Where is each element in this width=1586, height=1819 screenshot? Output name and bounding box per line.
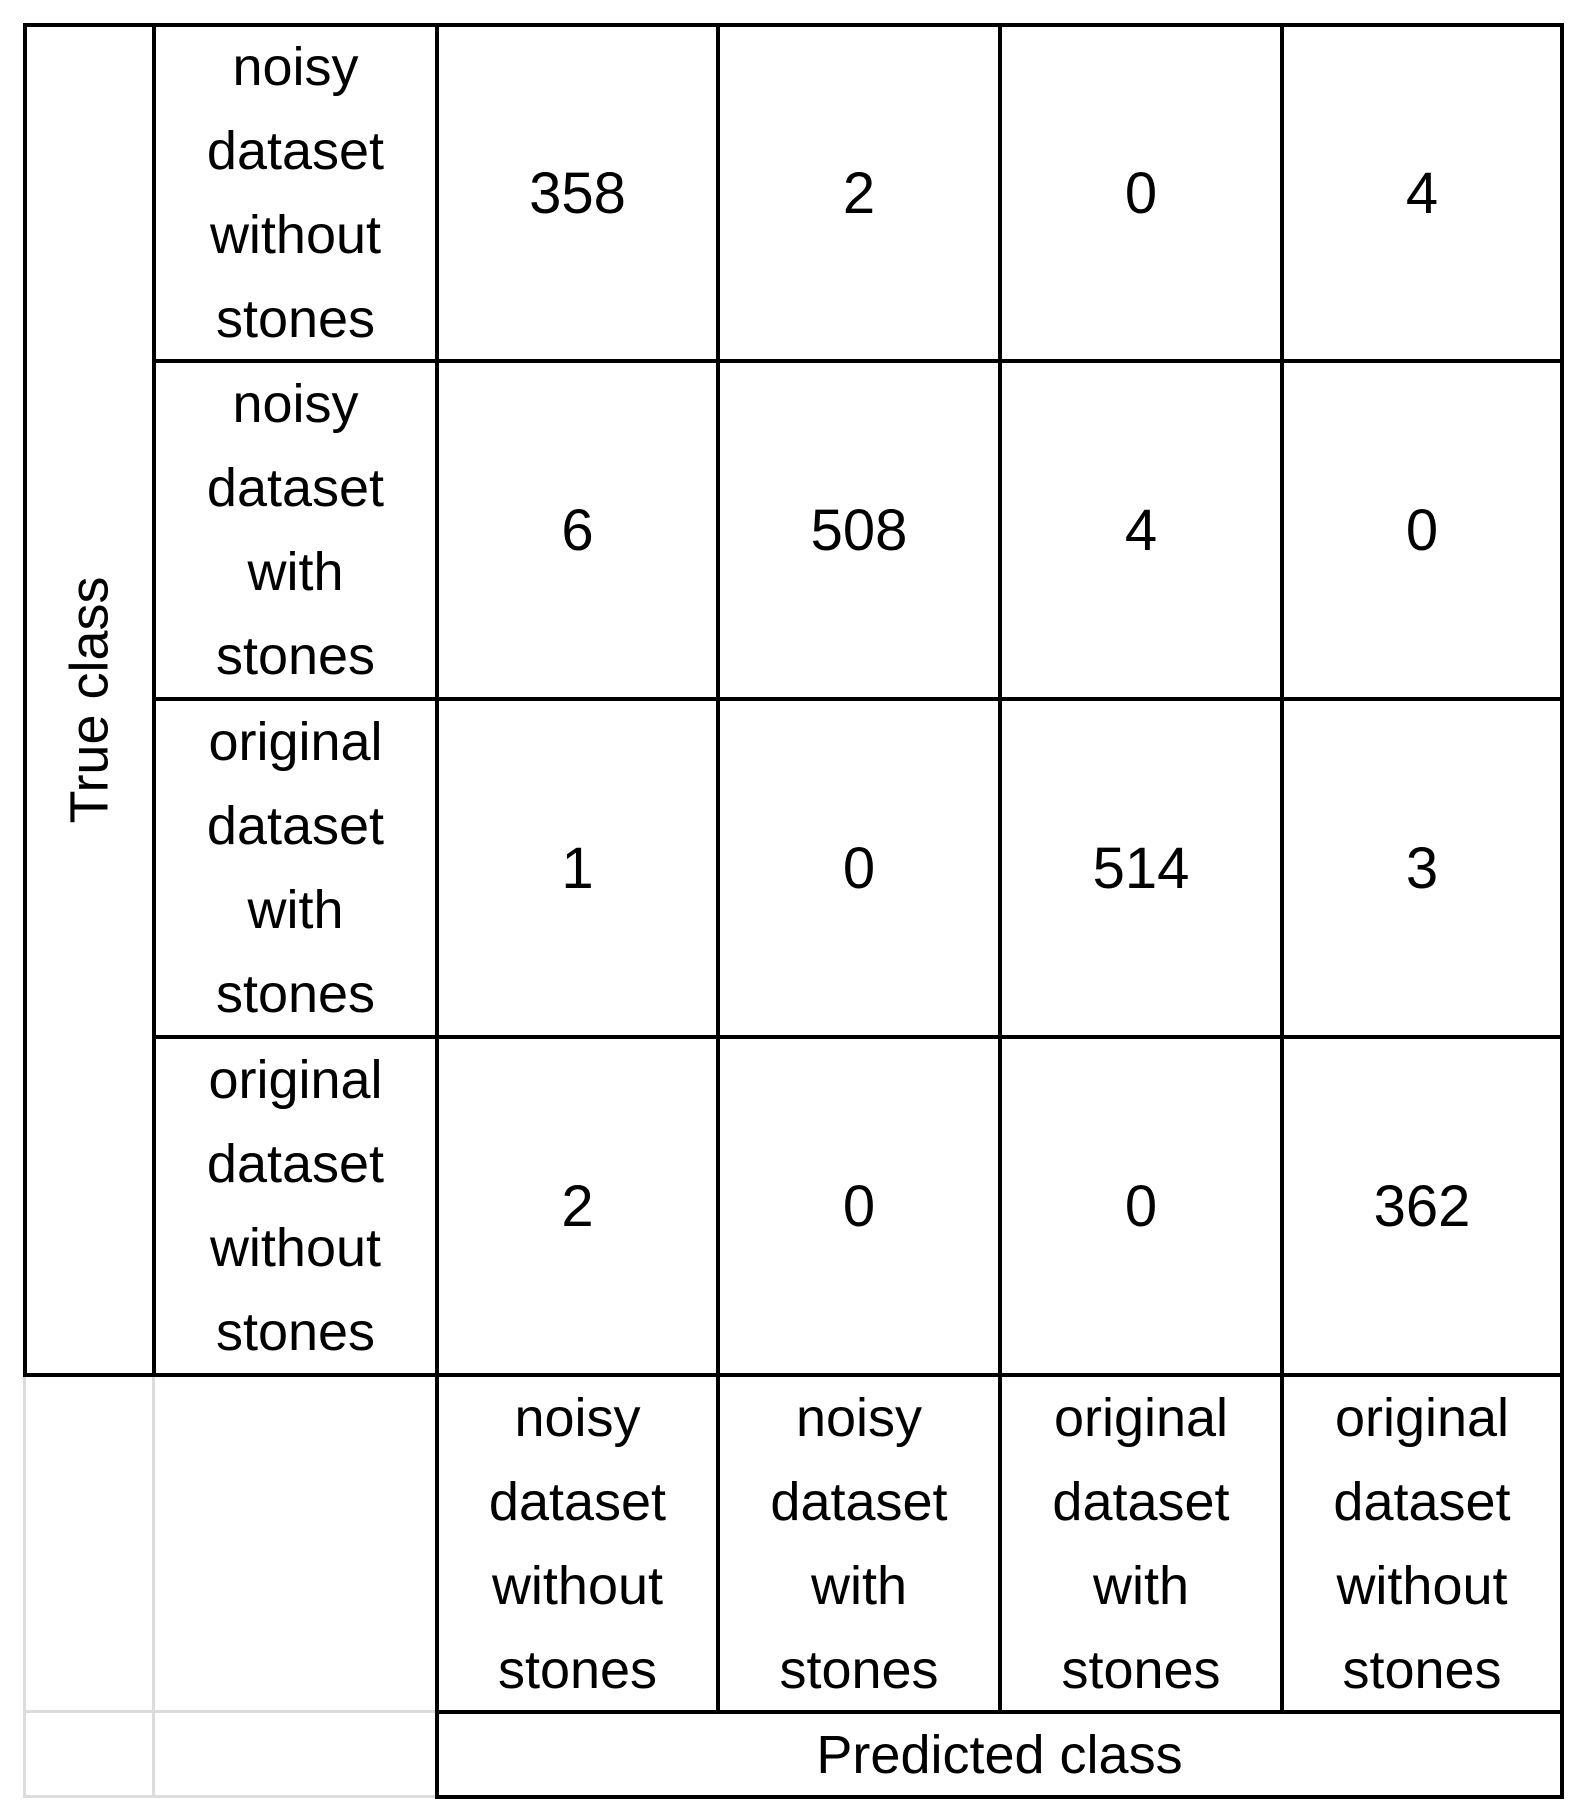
matrix-cell xyxy=(1002,363,1280,697)
row-label-cell xyxy=(156,363,435,697)
matrix-cell xyxy=(1284,1039,1560,1373)
faint-gridline xyxy=(152,1373,155,1798)
matrix-cell xyxy=(1284,701,1560,1035)
border-bottom xyxy=(435,1795,1564,1799)
x-axis-label-cell xyxy=(439,1714,1560,1795)
row-label: noisy dataset with stones xyxy=(206,374,385,686)
matrix-cell xyxy=(1284,27,1560,359)
matrix-cell xyxy=(1002,27,1280,359)
row-label: noisy dataset without stones xyxy=(206,37,385,349)
matrix-value: 0 xyxy=(842,835,876,901)
column-label: original dataset with stones xyxy=(1052,1387,1230,1700)
x-axis-label: Predicted class xyxy=(816,1724,1183,1785)
border-right xyxy=(1560,23,1564,1799)
column-label-cell xyxy=(439,1377,716,1710)
matrix-value: 3 xyxy=(1405,835,1439,901)
matrix-cell xyxy=(720,1039,998,1373)
matrix-cell xyxy=(1002,701,1280,1035)
column-label-cell xyxy=(720,1377,998,1710)
faint-gridline xyxy=(23,1373,26,1798)
matrix-value: 0 xyxy=(1405,497,1439,563)
matrix-value: 6 xyxy=(561,497,594,563)
row-label: original dataset with stones xyxy=(206,712,385,1024)
column-label: noisy dataset with stones xyxy=(770,1387,948,1700)
matrix-value: 2 xyxy=(561,1173,594,1239)
matrix-value: 0 xyxy=(842,1173,876,1239)
matrix-value: 1 xyxy=(561,835,594,901)
matrix-value: 508 xyxy=(810,497,908,563)
column-label: original dataset without stones xyxy=(1333,1387,1511,1700)
matrix-cell xyxy=(439,1039,716,1373)
faint-gridline xyxy=(23,1795,438,1798)
matrix-value: 2 xyxy=(842,160,876,226)
column-label: noisy dataset without stones xyxy=(488,1387,667,1700)
matrix-cell xyxy=(720,701,998,1035)
matrix-value: 4 xyxy=(1124,497,1158,563)
row-label-cell xyxy=(156,701,435,1035)
matrix-cell xyxy=(1284,363,1560,697)
matrix-cell xyxy=(439,27,716,359)
matrix-cell xyxy=(720,363,998,697)
matrix-value: 0 xyxy=(1124,160,1158,226)
row-label-cell xyxy=(156,1039,435,1373)
y-axis-label-cell xyxy=(27,27,152,1373)
column-label-cell xyxy=(1002,1377,1280,1710)
y-axis-label: True class xyxy=(59,576,120,824)
matrix-value: 514 xyxy=(1092,835,1190,901)
matrix-value: 362 xyxy=(1373,1173,1471,1239)
column-label-cell xyxy=(1284,1377,1560,1710)
row-label-cell xyxy=(156,27,435,359)
matrix-cell xyxy=(439,363,716,697)
matrix-value: 4 xyxy=(1405,160,1439,226)
matrix-cell xyxy=(439,701,716,1035)
matrix-value: 358 xyxy=(529,160,626,226)
matrix-value: 0 xyxy=(1124,1173,1158,1239)
matrix-cell xyxy=(1002,1039,1280,1373)
matrix-cell xyxy=(720,27,998,359)
faint-gridline xyxy=(23,1710,438,1713)
row-label: original dataset without stones xyxy=(206,1050,385,1362)
